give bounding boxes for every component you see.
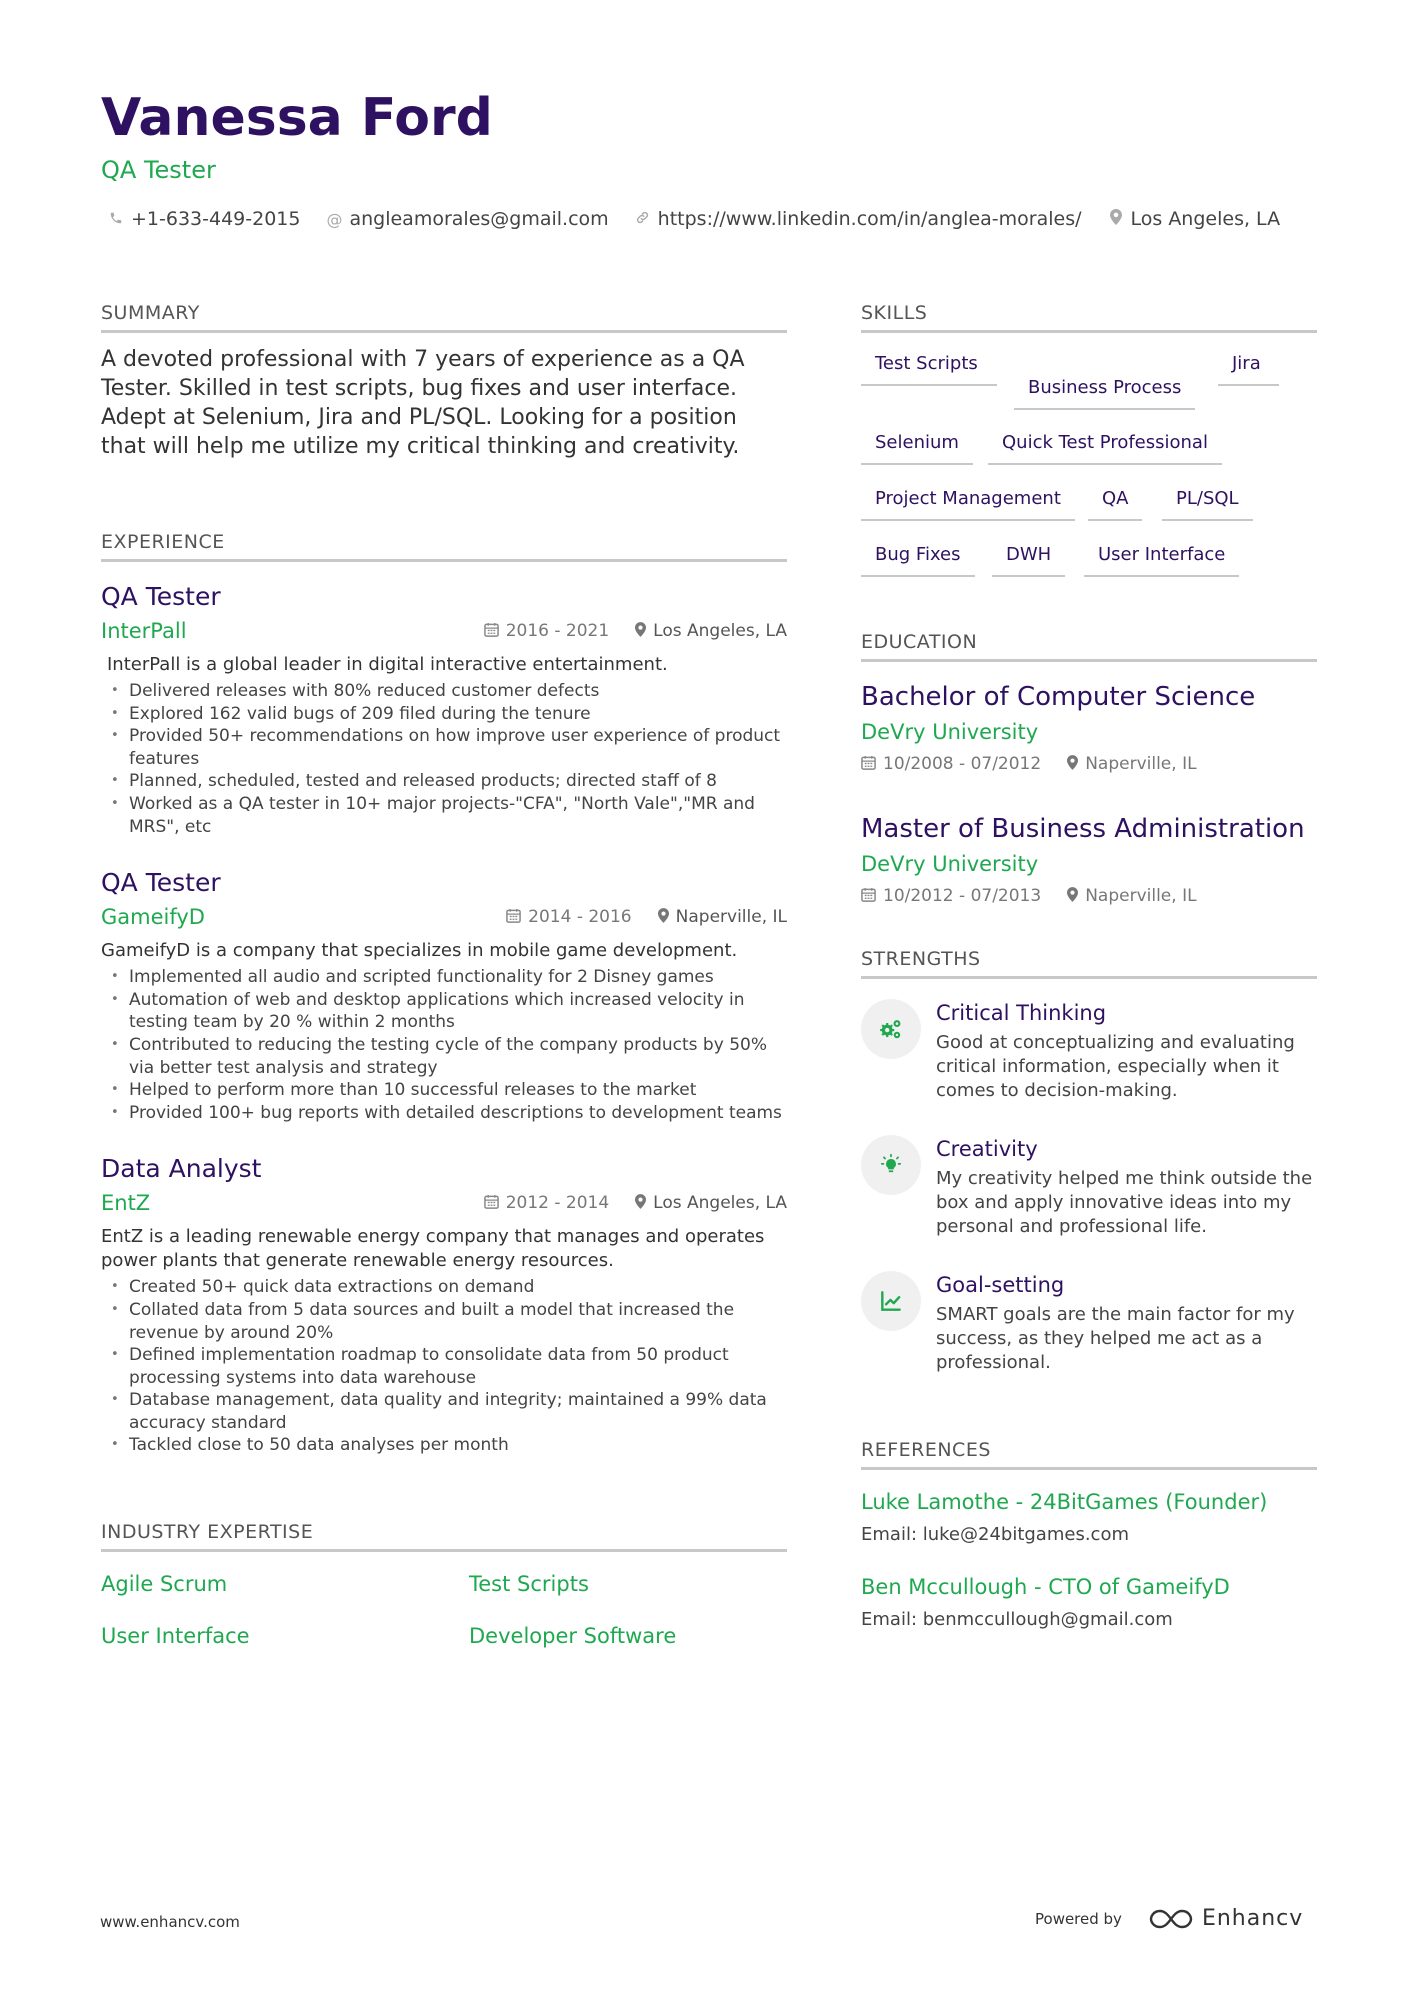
job-description: GameifyD is a company that specializes in mobile game development. bbox=[101, 940, 738, 962]
strength-title: Critical Thinking bbox=[936, 1001, 1107, 1025]
strength-text: Good at conceptualizing and evaluating critical information, especially when it comes to decision-making. bbox=[936, 1032, 1295, 1101]
job-bullet: • Delivered releases with 80% reduced customer defects bbox=[101, 680, 787, 703]
job-bullet: • Explored 162 valid bugs of 209 filed during the tenure bbox=[101, 703, 787, 726]
skill-tag: PL/SQL bbox=[1162, 488, 1253, 521]
job-bullet: • Created 50+ quick data extractions on demand bbox=[101, 1276, 787, 1299]
map-pin-icon bbox=[635, 622, 646, 641]
contact-email[interactable]: @ angleamorales@gmail.com bbox=[326, 208, 609, 230]
map-pin-icon bbox=[1108, 209, 1124, 229]
strength-item bbox=[861, 1271, 1317, 1375]
education-entry bbox=[861, 814, 1317, 906]
strength-title: Goal-setting bbox=[936, 1273, 1065, 1297]
footer-website[interactable]: www.enhancv.com bbox=[100, 1913, 240, 1931]
calendar-icon bbox=[484, 1194, 499, 1213]
map-pin-icon bbox=[1067, 887, 1078, 906]
contact-bar bbox=[108, 208, 1306, 230]
job-bullet: • Tackled close to 50 data analyses per month bbox=[101, 1434, 787, 1457]
job-bullet: • Database management, data quality and integrity; maintained a 99% data accuracy standard bbox=[101, 1389, 787, 1434]
strengths-section bbox=[861, 948, 1317, 1375]
calendar-icon bbox=[861, 887, 876, 906]
job-bullet: • Automation of web and desktop applications which increased velocity in testing team by 20 % within 2 months bbox=[101, 989, 787, 1034]
education-section bbox=[861, 631, 1317, 906]
job-location: Los Angeles, LA bbox=[653, 621, 787, 641]
job-location: Naperville, IL bbox=[675, 907, 787, 928]
job-bullets bbox=[101, 1276, 787, 1457]
job-location: Los Angeles, LA bbox=[653, 1193, 787, 1214]
strengths-heading: STRENGTHS bbox=[861, 948, 1317, 979]
map-pin-icon bbox=[658, 908, 669, 927]
skill-tag: QA bbox=[1088, 488, 1142, 521]
strength-title: Creativity bbox=[936, 1137, 1038, 1161]
education-location: Naperville, IL bbox=[1085, 886, 1197, 906]
job-bullet: • Defined implementation roadmap to consolidate data from 50 product processing systems into data warehouse bbox=[101, 1344, 787, 1389]
job-bullet: • Worked as a QA tester in 10+ major projects-"CFA", "North Vale","MR and MRS", etc bbox=[101, 793, 787, 838]
at-icon: @ bbox=[326, 209, 343, 229]
degree: Master of Business Administration bbox=[861, 814, 1305, 844]
calendar-icon bbox=[861, 755, 876, 774]
job-bullet: • Helped to perform more than 10 successful releases to the market bbox=[101, 1079, 787, 1102]
candidate-title: QA Tester bbox=[101, 156, 216, 184]
industry-expertise-section bbox=[101, 1521, 787, 1648]
job-description: InterPall is a global leader in digital interactive entertainment. bbox=[107, 654, 668, 675]
gears-icon bbox=[861, 999, 921, 1059]
skill-tag: User Interface bbox=[1084, 544, 1239, 577]
company-name: InterPall bbox=[101, 619, 187, 643]
skill-tag: Bug Fixes bbox=[861, 544, 975, 577]
job-entry bbox=[101, 582, 787, 838]
skill-tag: Project Management bbox=[861, 488, 1075, 521]
strength-text: My creativity helped me think outside the box and apply innovative ideas into my personal and professional life. bbox=[936, 1168, 1313, 1237]
job-title: Data Analyst bbox=[101, 1154, 262, 1184]
calendar-icon bbox=[506, 908, 521, 927]
education-location: Naperville, IL bbox=[1085, 754, 1197, 774]
reference-entry bbox=[861, 1490, 1317, 1545]
skills-list bbox=[861, 353, 1317, 593]
skill-tag: Test Scripts bbox=[861, 353, 997, 386]
job-title: QA Tester bbox=[101, 868, 221, 898]
contact-phone[interactable]: +1-633-449-2015 bbox=[108, 208, 300, 230]
job-bullets bbox=[101, 966, 787, 1124]
job-bullet: • Collated data from 5 data sources and built a model that increased the revenue by around 20% bbox=[101, 1299, 787, 1344]
strength-item bbox=[861, 999, 1317, 1103]
link-icon bbox=[635, 210, 651, 229]
education-dates: 10/2012 - 07/2013 bbox=[883, 886, 1042, 906]
enhancv-logo[interactable] bbox=[1148, 1906, 1303, 1931]
map-pin-icon bbox=[635, 1194, 646, 1213]
job-entry bbox=[101, 1154, 787, 1457]
skill-tag: Quick Test Professional bbox=[988, 432, 1222, 465]
degree: Bachelor of Computer Science bbox=[861, 682, 1256, 712]
references-section bbox=[861, 1439, 1317, 1630]
expertise-item: Agile Scrum bbox=[101, 1572, 228, 1597]
strength-text: SMART goals are the main factor for my success, as they helped me act as a professional. bbox=[936, 1304, 1295, 1373]
experience-heading: EXPERIENCE bbox=[101, 531, 787, 562]
reference-entry bbox=[861, 1575, 1317, 1630]
reference-email: Email: luke@24bitgames.com bbox=[861, 1524, 1129, 1545]
company-name: EntZ bbox=[101, 1191, 151, 1216]
contact-location: Los Angeles, LA bbox=[1108, 208, 1281, 230]
experience-section bbox=[101, 531, 787, 1457]
footer-powered-by bbox=[1035, 1906, 1303, 1931]
company-name: GameifyD bbox=[101, 905, 205, 930]
lightbulb-icon bbox=[861, 1135, 921, 1195]
skills-section bbox=[861, 302, 1317, 593]
education-heading: EDUCATION bbox=[861, 631, 1317, 662]
reference-email: Email: benmccullough@gmail.com bbox=[861, 1609, 1173, 1630]
job-bullet: • Planned, scheduled, tested and released products; directed staff of 8 bbox=[101, 770, 787, 793]
job-bullets bbox=[101, 680, 787, 838]
brand-name: Enhancv bbox=[1201, 1906, 1304, 1931]
phone-icon bbox=[108, 210, 124, 229]
enhancv-logo-icon bbox=[1148, 1907, 1194, 1931]
job-description: EntZ is a leading renewable energy company that manages and operates power plants that generate renewable energy resources. bbox=[101, 1226, 765, 1272]
job-bullet: • Implemented all audio and scripted functionality for 2 Disney games bbox=[101, 966, 787, 989]
skill-tag: Jira bbox=[1218, 353, 1279, 386]
education-entry bbox=[861, 682, 1317, 774]
skill-tag: Business Process bbox=[1014, 377, 1195, 410]
job-dates: 2016 - 2021 bbox=[505, 621, 610, 641]
expertise-item: Test Scripts bbox=[469, 1572, 589, 1597]
left-column bbox=[101, 302, 787, 1648]
summary-heading: SUMMARY bbox=[101, 302, 787, 333]
summary-section bbox=[101, 302, 787, 461]
skill-tag: DWH bbox=[992, 544, 1065, 577]
job-bullet: • Contributed to reducing the testing cycle of the company products by 50% via better test analysis and strategy bbox=[101, 1034, 787, 1079]
summary-text: A devoted professional with 7 years of experience as a QA Tester. Skilled in test scripts, bug fixes and user interface. Adept at Selenium, Jira and PL/SQL. Looking for a position that will help me utilize my critical thinking and creativity. bbox=[101, 347, 745, 459]
job-dates: 2012 - 2014 bbox=[505, 1193, 610, 1214]
candidate-name: Vanessa Ford bbox=[101, 88, 493, 148]
school-name: DeVry University bbox=[861, 720, 1039, 744]
job-bullet: • Provided 100+ bug reports with detailed descriptions to development teams bbox=[101, 1102, 787, 1125]
chart-line-icon bbox=[861, 1271, 921, 1331]
calendar-icon bbox=[484, 622, 499, 641]
skill-tag: Selenium bbox=[861, 432, 973, 465]
reference-name: Ben Mccullough - CTO of GameifyD bbox=[861, 1575, 1230, 1599]
map-pin-icon bbox=[1067, 755, 1078, 774]
education-dates: 10/2008 - 07/2012 bbox=[883, 754, 1042, 774]
strength-item bbox=[861, 1135, 1317, 1239]
reference-name: Luke Lamothe - 24BitGames (Founder) bbox=[861, 1490, 1268, 1514]
job-dates: 2014 - 2016 bbox=[528, 907, 632, 928]
job-entry bbox=[101, 868, 787, 1124]
expertise-item: User Interface bbox=[101, 1624, 250, 1649]
references-heading: REFERENCES bbox=[861, 1439, 1317, 1470]
job-title: QA Tester bbox=[101, 582, 221, 611]
contact-linkedin[interactable]: https://www.linkedin.com/in/anglea-morales/ bbox=[635, 208, 1082, 230]
right-column bbox=[861, 302, 1317, 1630]
school-name: DeVry University bbox=[861, 852, 1039, 876]
job-bullet: • Provided 50+ recommendations on how improve user experience of product features bbox=[101, 725, 787, 770]
powered-by-label: Powered by bbox=[1035, 1909, 1122, 1928]
industry-expertise-heading: INDUSTRY EXPERTISE bbox=[101, 1521, 787, 1552]
skills-heading: SKILLS bbox=[861, 302, 1317, 333]
expertise-item: Developer Software bbox=[469, 1624, 677, 1649]
